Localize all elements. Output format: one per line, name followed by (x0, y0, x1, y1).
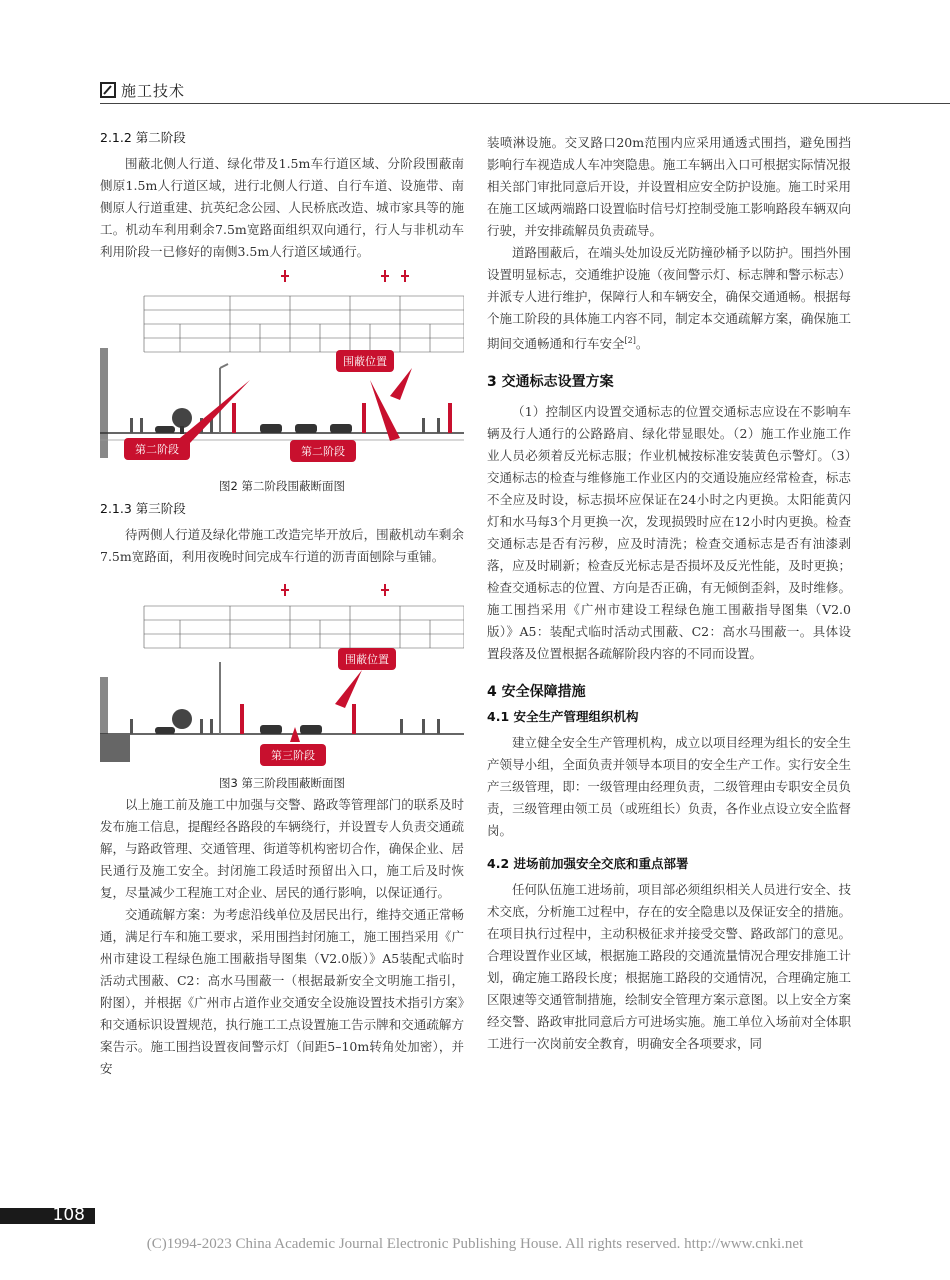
fig2-label-position: 围蔽位置 (343, 355, 387, 368)
figure-3 (100, 582, 464, 772)
copyright-footer: (C)1994-2023 China Academic Journal Electronic Publishing House. All rights reserved. http://www.cnki.net (146, 1236, 804, 1252)
page-number-bar (0, 1205, 95, 1225)
paragraph: 围蔽北侧人行道、绿化带及1.5m车行道区域、分阶段围蔽南侧原1.5m人行道区域，进行北侧人行道、自行车道、设施带、南侧原人行道重建、抗英纪念公园、人民桥底改造、城市家具等的施工。机动车利用剩余7.5m宽路面组织双向通行，行人与非机动车利用阶段一已修好的南侧3.5m人行道区域通行。 (100, 156, 464, 259)
citation-ref: [2] (624, 336, 636, 345)
paragraph: 建立健全安全生产管理机构，成立以项目经理为组长的安全生产领导小组，全面负责并领导本项目的安全生产工作。实行安全生产三级管理，即：一级管理由经理负责，二级管理由专职安全员负责，三级管理由领工员（或班组长）负责，各作业点设立安全监督岗。 (487, 735, 851, 839)
paragraph: 待两侧人行道及绿化带施工改造完毕开放后，围蔽机动车剩余7.5m宽路面，利用夜晚时间完成车行道的沥青面刨除与重铺。 (100, 527, 464, 564)
journal-header (100, 78, 185, 102)
right-column (487, 132, 851, 1055)
cross-section-diagram (100, 582, 464, 772)
fig3-label-position: 围蔽位置 (345, 653, 389, 666)
paragraph: 任何队伍施工进场前，项目部必须组织相关人员进行安全、技术交底，分析施工过程中，存在的安全隐患以及保证安全的措施。在项目执行过程中，主动积极征求并接受交警、路政部门的意见。合理设置作业区域，根据施工路段的交通流量情况合理安排施工计划，确定施工路段长度；根据施工路段的交通情况，合理确定施工区限速等交通管制措施，绘制安全管理方案示意图。以上安全方案经交警、路政审批同意后方可进场实施。施工单位入场前对全体职工进行一次岗前安全教育，明确安全各项要求，同 (487, 882, 851, 1052)
section-3-heading: 3 交通标志设置方案 (487, 374, 614, 391)
page-number: 108 (52, 1205, 85, 1225)
paragraph (487, 242, 851, 355)
figure-2 (100, 268, 464, 473)
paragraph-end: 。 (635, 336, 649, 352)
paragraph: 以上施工前及施工中加强与交警、路政等管理部门的联系及时发布施工信息，提醒经各路段的车辆绕行，并设置专人负责交通疏解，与路政管理、交通管理、街道等机构密切合作，确保企业、居民通行及施工安全。封闭施工段适时预留出入口，施工后及时恢复，尽量减少工程施工对企业、居民的通行影响，以保证通行。 (100, 797, 464, 900)
section-4-1-heading: 4.1 安全生产管理组织机构 (487, 709, 639, 725)
paragraph-text: 道路围蔽后，在端头处加设反光防撞砂桶予以防护。围挡外围设置明显标志，交通维护设施（夜间警示灯、标志牌和警示标志）并派专人进行维护，保障行人和车辆安全，确保交通通畅。根据每个施工阶段的具体施工内容不同，制定本交通疏解方案，确保施工期间交通畅通和行车安全 (487, 245, 851, 352)
paragraph: （1）控制区内设置交通标志的位置交通标志应设在不影响车辆及行人通行的公路路肩、绿化带显眼处。（2）施工作业施工作业人员必须着反光标志服；作业机械按标准安装黄色示警灯。（3）交通标志的检查与维修施工作业区内的交通设施应经常检查，标志不全应及时设，标志损坏应保证在24小时之内更换。太阳能黄闪灯和水马每3个月更换一次，发现损毁时应在12小时内更换。检查交通标志是否有污秽，应及时清洗；检查交通标志是否有油漆剥落，应及时刷新；检查反光标志是否损坏及反光性能，及时更换；检查交通标志的位置、方向是否正确，有无倾倒歪斜，及时维修。施工围挡采用《广州市建设工程绿色施工围蔽指导图集（V2.0版）》A5：装配式临时活动式围蔽、C2：高水马围蔽一。具体设置段落及位置根据各疏解阶段内容的不同而设置。 (487, 404, 851, 662)
section-2-1-2-heading: 2.1.2 第二阶段 (100, 130, 186, 145)
left-column (100, 128, 464, 1080)
paragraph: 装喷淋设施。交叉路口20m范围内应采用通透式围挡，避免围挡影响行车视造成人车冲突隐患。施工车辆出入口可根据实际情况报相关部门审批同意后开设，并设置相应安全防护设施。施工时采用在施工区域两端路口设置临时信号灯控制受施工影响路段车辆双向行驶，并安排疏解员负责疏导。 (487, 135, 851, 238)
book-icon (100, 82, 116, 98)
fig2-label-stage-b: 第二阶段 (301, 445, 345, 458)
section-4-heading: 4 安全保障措施 (487, 684, 586, 701)
fig2-label-stage-a: 第二阶段 (135, 443, 179, 456)
section-title: 施工技术 (121, 81, 186, 100)
figure-3-caption: 图3 第三阶段围蔽断面图 (219, 776, 345, 790)
paragraph: 交通疏解方案：为考虑沿线单位及居民出行，维持交通正常畅通，满足行车和施工要求，采用围挡封闭施工，施工围挡采用《广州市建设工程绿色施工围蔽指导图集（V2.0版）》A5装配式临时活动式围蔽、C2：高水马围蔽一（根据最新安全文明施工指引，附图），并根据《广州市占道作业交通安全设施设置技术指引方案》和交通标识设置规范，执行施工工点设置施工告示牌和交通疏解方案告示。施工围挡设置夜间警示灯（间距5–10m转角处加密），并安 (100, 907, 464, 1076)
section-2-1-3-heading: 2.1.3 第三阶段 (100, 501, 186, 516)
fig3-label-stage: 第三阶段 (271, 749, 315, 762)
section-4-2-heading: 4.2 进场前加强安全交底和重点部署 (487, 856, 689, 872)
figure-2-caption: 图2 第二阶段围蔽断面图 (219, 479, 345, 493)
header-divider (100, 103, 950, 104)
